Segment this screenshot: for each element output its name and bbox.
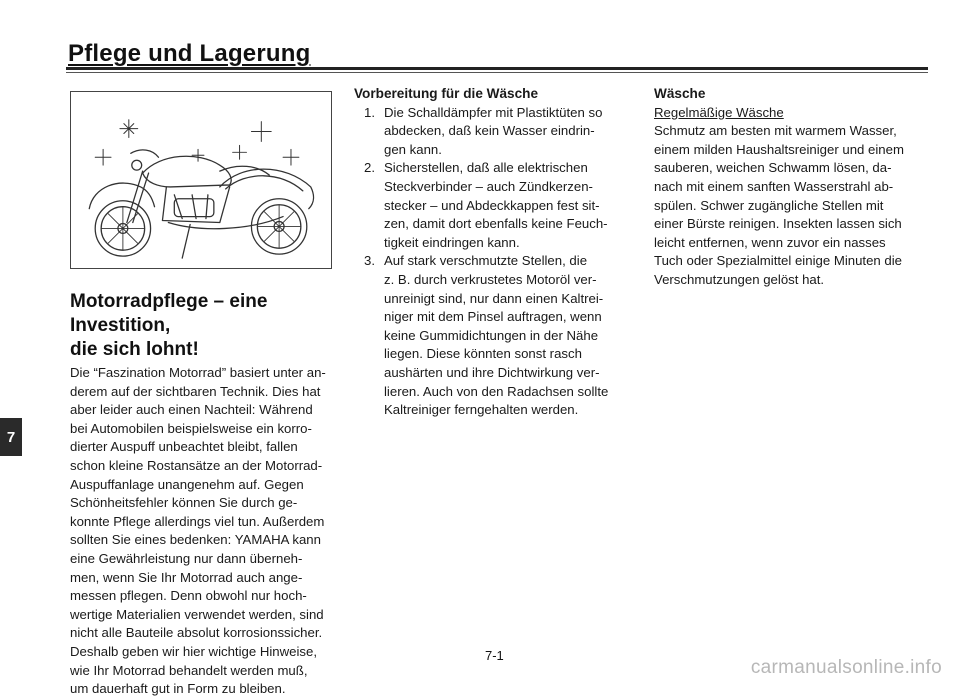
text-line: Schmutz am besten mit warmem Wasser, — [654, 123, 897, 139]
step-number: 2. — [364, 160, 375, 176]
right-column — [654, 85, 944, 290]
text-line: bei Automobilen beispielsweise ein korro- — [70, 420, 312, 436]
text-line: keine Gummidichtungen in der Nähe — [384, 327, 599, 343]
step-number: 3. — [364, 253, 375, 269]
text-line: schon kleine Rostansätze an der Motorrad- — [70, 457, 323, 473]
text-line: konnte Pflege allerdings viel tun. Außerdem — [70, 513, 325, 529]
subsection-heading-regular-wash: Regelmäßige Wäsche — [654, 104, 784, 120]
text-line: spülen. Schwer zugängliche Stellen mit — [654, 197, 884, 213]
text-line: dierter Auspuff unbeachtet bleibt, fallen — [70, 439, 298, 455]
text-line: Tuch oder Spezialmittel einige Minuten die — [654, 253, 903, 269]
section-heading-preparation: Vorbereitung für die Wäsche — [354, 86, 539, 101]
text-line: wie Ihr Motorrad behandelt werden muß, — [70, 662, 308, 678]
text-line: um dauerhaft gut in Form zu bleiben. — [70, 681, 286, 697]
text-line: Die “Faszination Motorrad” basiert unter an- — [70, 365, 326, 380]
text-line: lieren. Auch von den Radachsen sollte — [384, 383, 609, 399]
page-title: Pflege und Lagerung — [68, 40, 311, 67]
list-item — [354, 252, 634, 419]
heading-line: die sich lohnt! — [70, 339, 199, 360]
text-line: Die Schalldämpfer mit Plastiktüten so — [384, 104, 603, 120]
watermark: carmanualsonline.info — [750, 657, 942, 678]
text-line: niger mit dem Pinsel auftragen, wenn — [384, 309, 602, 325]
text-line: eine Gewährleistung nur dann überneh- — [70, 550, 303, 566]
text-line: gen kann. — [384, 141, 442, 157]
chapter-tab: 7 — [0, 418, 22, 456]
text-line: Auf stark verschmutzte Stellen, die — [384, 253, 588, 269]
page-number: 7-1 — [485, 648, 504, 663]
heading-line: Motorradpflege – eine Investition, — [70, 291, 268, 336]
text-line: z. B. durch verkrustetes Motoröl ver- — [384, 271, 597, 287]
preparation-steps — [354, 104, 634, 420]
motorcycle-illustration — [70, 91, 332, 269]
washing-paragraph — [654, 122, 944, 289]
text-line: Schönheitsfehler können Sie durch ge- — [70, 495, 298, 511]
text-line: einem milden Haushaltsreiniger und einem — [654, 141, 904, 157]
text-line: stecker – und Abdeckkappen fest sit- — [384, 197, 600, 213]
text-line: tigkeit eindringen kann. — [384, 234, 520, 250]
text-line: nach mit einem sanften Wasserstrahl ab- — [654, 178, 894, 194]
text-line: nicht alle Bauteile absolut korrosionssicher. — [70, 625, 323, 641]
text-line: messen pflegen. Denn obwohl nur hoch- — [70, 588, 307, 604]
text-line: liegen. Diese könnten sonst rasch — [384, 346, 582, 362]
text-line: Steckverbinder – auch Zündkerzen- — [384, 178, 593, 194]
text-line: einer Bürste reinigen. Insekten lassen sich — [654, 216, 902, 232]
text-line: derem auf der sichtbaren Technik. Dies hat — [70, 383, 321, 399]
text-line: abdecken, daß kein Wasser eindrin- — [384, 123, 595, 139]
middle-column — [354, 85, 634, 420]
motorcycle-icon — [71, 92, 331, 268]
text-line: men, wenn Sie Ihr Motorrad auch ange- — [70, 569, 303, 585]
section-heading-washing: Wäsche — [654, 86, 706, 101]
text-line: Deshalb geben wir hier wichtige Hinweise, — [70, 643, 318, 659]
text-line: leicht entfernen, wenn zuvor ein nasses — [654, 234, 886, 250]
text-line: Kaltreiniger ferngehalten werden. — [384, 402, 579, 418]
text-line: wertige Materialien verwendet werden, sind — [70, 606, 324, 622]
step-number: 1. — [364, 104, 375, 120]
text-line: Sicherstellen, daß alle elektrischen — [384, 160, 588, 176]
list-item — [354, 159, 634, 252]
header-rule-thick — [66, 67, 928, 70]
list-item — [354, 104, 634, 160]
text-line: Verschmutzungen gelöst hat. — [654, 271, 825, 287]
text-line: zen, damit dort ebenfalls keine Feuch- — [384, 216, 608, 232]
text-line: sauberen, weichen Schwamm lösen, da- — [654, 160, 892, 176]
text-line: aber leider auch einen Nachteil: Während — [70, 402, 313, 418]
left-column — [70, 290, 355, 699]
text-line: aushärten und ihre Dichtwirkung ver- — [384, 364, 600, 380]
section-heading-care — [70, 290, 355, 362]
text-line: Auspuffanlage unangenehm auf. Gegen — [70, 476, 304, 492]
text-line: sollten Sie eines bedenken: YAMAHA kann — [70, 532, 321, 548]
text-line: unreinigt sind, nur dann einen Kaltrei- — [384, 290, 604, 306]
header-rule-thin — [66, 72, 928, 73]
intro-paragraph — [70, 364, 355, 699]
